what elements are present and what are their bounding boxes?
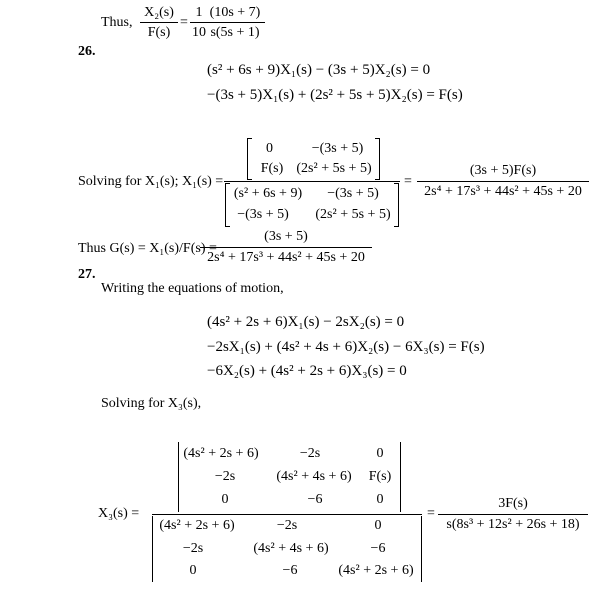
g-fraction-bar [200, 247, 372, 248]
equals-sign: = [180, 15, 188, 30]
p27-den-cell: 0 [189, 563, 197, 578]
p26-den-cell: −(3s + 5) [237, 207, 289, 222]
p27-equation-1: (4s² + 2s + 6)X₁(s) − 2sX₂(s) = 0 [207, 314, 405, 330]
p27-num-cell: 0 [376, 446, 384, 461]
p26-x1-fraction-bar [224, 181, 400, 182]
rhs-numerator: (10s + 7) [209, 5, 261, 20]
p27-num-cell: −2s [299, 446, 321, 461]
p27-den-cell: (4s² + 2s + 6) [338, 563, 414, 578]
ratio-bar [140, 22, 178, 23]
rhs-denominator: s(5s + 1) [210, 25, 260, 40]
p26-den-cell: (s² + 6s + 9) [233, 186, 303, 201]
p27-den-cell: (4s² + 4s + 6) [253, 541, 329, 556]
g-denominator: 2s⁴ + 17s³ + 44s² + 45s + 20 [207, 250, 365, 265]
p26-num-cell: −(3s + 5) [311, 141, 364, 156]
p27-num-cell: 0 [221, 492, 229, 507]
p27-num-cell: −2s [214, 469, 236, 484]
p26-equation-2: −(3s + 5)X₁(s) + (2s² + 5s + 5)X₂(s) = F(s) [207, 87, 463, 103]
p27-num-cell: −6 [307, 492, 323, 507]
p27-result-denominator: s(8s³ + 12s² + 26s + 18) [446, 517, 580, 532]
g-numerator: (3s + 5) [264, 229, 308, 244]
p27-num-cell: (4s² + 2s + 6) [183, 446, 259, 461]
p27-den-det-right [421, 516, 422, 582]
solving-for-x1-label: Solving for X₁(s); X₁(s) = [78, 174, 224, 189]
rhs-bar [205, 22, 265, 23]
p26-num-cell: 0 [266, 141, 273, 156]
p27-num-cell: F(s) [368, 469, 392, 484]
solving-for-x3-label: Solving for X₃(s), [101, 396, 202, 411]
p26-num-cell: (2s² + 5s + 5) [296, 161, 372, 176]
x3-lhs-label: X₃(s) = [98, 506, 140, 521]
p27-den-cell: −2s [276, 518, 298, 533]
coef-denominator: 10 [192, 25, 206, 40]
p27-intro-text: Writing the equations of motion, [101, 281, 284, 296]
ratio-denominator: F(s) [147, 25, 171, 40]
thus-label: Thus, [101, 15, 133, 30]
p27-result-numerator: 3F(s) [498, 496, 528, 511]
p27-den-cell: 0 [374, 518, 382, 533]
p27-den-cell: −2s [182, 541, 204, 556]
ratio-numerator: X₂(s) [144, 5, 174, 20]
p26-den-cell: −(3s + 5) [327, 186, 379, 201]
p26-equation-1: (s² + 6s + 9)X₁(s) − (3s + 5)X₂(s) = 0 [207, 62, 431, 78]
p26-num-bracket-right [375, 138, 380, 180]
p27-equation-2: −2sX₁(s) + (4s² + 4s + 6)X₂(s) − 6X₃(s) = F(s) [207, 339, 485, 355]
p27-num-cell: (4s² + 4s + 6) [276, 469, 352, 484]
problem-number-27: 27. [78, 267, 96, 282]
p26-den-cell: (2s² + 5s + 5) [315, 207, 391, 222]
p26-equals-sign: = [404, 174, 412, 189]
p27-x3-fraction-bar [152, 514, 422, 515]
p27-den-det-left [152, 516, 153, 582]
p27-num-det-right [400, 442, 401, 512]
p27-den-cell: −6 [282, 563, 298, 578]
p26-result-numerator: (3s + 5)F(s) [469, 163, 537, 178]
p27-den-cell: (4s² + 2s + 6) [159, 518, 235, 533]
transfer-function-label: Thus G(s) = X₁(s)/F(s) = [78, 241, 217, 256]
coef-numerator: 1 [195, 5, 203, 20]
p27-equals-sign: = [427, 506, 435, 521]
p26-result-denominator: 2s⁴ + 17s³ + 44s² + 45s + 20 [424, 184, 582, 199]
p26-num-cell: F(s) [260, 161, 284, 176]
p26-result-bar [417, 181, 589, 182]
problem-number-26: 26. [78, 44, 96, 59]
p27-den-cell: −6 [370, 541, 386, 556]
p27-num-cell: 0 [376, 492, 384, 507]
p27-equation-3: −6X₂(s) + (4s² + 2s + 6)X₃(s) = 0 [207, 363, 407, 379]
p27-result-bar [438, 514, 588, 515]
